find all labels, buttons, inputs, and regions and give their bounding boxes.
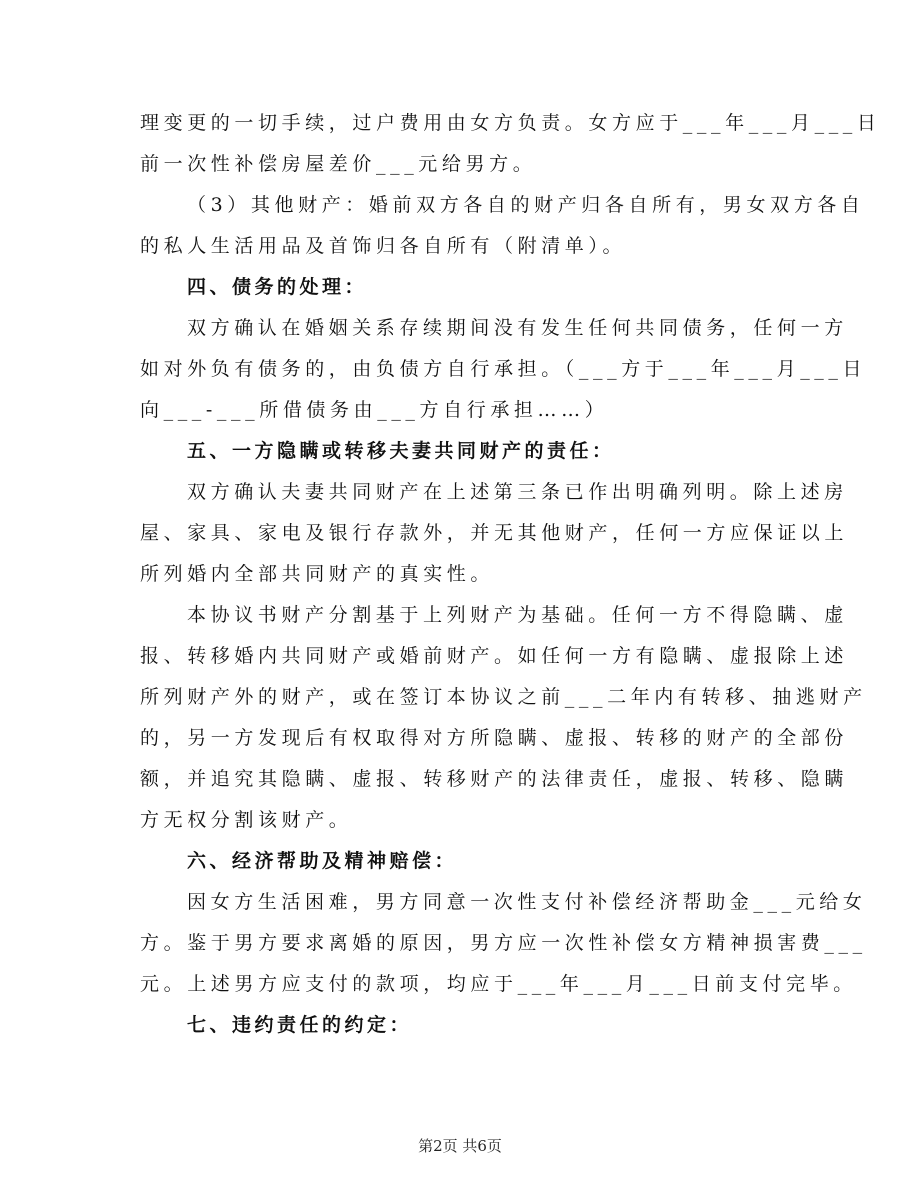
body-line: （3）其他财产：婚前双方各自的财产归各自所有，男女双方各自 <box>187 194 865 216</box>
body-line: 报、转移婚内共同财产或婚前财产。如任何一方有隐瞒、虚报除上述 <box>140 645 849 667</box>
section-heading-4: 四、债务的处理： <box>187 276 368 298</box>
body-line: 所列财产外的财产，或在签订本协议之前___二年内有转移、抽逃财产 <box>140 686 867 708</box>
body-line: 方。鉴于男方要求离婚的原因，男方应一次性补偿女方精神损害费___ <box>140 932 867 954</box>
body-line: 方无权分割该财产。 <box>140 809 353 831</box>
body-line: 本协议书财产分割基于上列财产为基础。任何一方不得隐瞒、虚 <box>187 604 848 626</box>
body-line: 向___-___所借债务由___方自行承担……） <box>140 399 609 421</box>
body-line: 双方确认在婚姻关系存续期间没有发生任何共同债务，任何一方 <box>187 317 848 339</box>
body-line: 如对外负有债务的，由负债方自行承担。（___方于___年___月___日 <box>140 358 867 380</box>
body-line: 屋、家具、家电及银行存款外，并无其他财产，任何一方应保证以上 <box>140 522 849 544</box>
body-line: 的，另一方发现后有权取得对方所隐瞒、虚报、转移的财产的全部份 <box>140 727 849 749</box>
section-heading-5: 五、一方隐瞒或转移夫妻共同财产的责任： <box>187 440 615 462</box>
body-line: 额，并追究其隐瞒、虚报、转移财产的法律责任，虚报、转移、隐瞒 <box>140 768 849 790</box>
body-line: 元。上述男方应支付的款项，均应于___年___月___日前支付完毕。 <box>140 973 857 995</box>
body-line: 因女方生活困难，男方同意一次性支付补偿经济帮助金___元给女 <box>187 891 867 913</box>
body-line: 的私人生活用品及首饰归各自所有（附清单）。 <box>140 235 627 257</box>
body-line: 理变更的一切手续，过户费用由女方负责。女方应于___年___月___日 <box>140 112 881 134</box>
section-heading-6: 六、经济帮助及精神赔偿： <box>187 850 458 872</box>
section-heading-7: 七、违约责任的约定： <box>187 1014 413 1036</box>
body-line: 前一次性补偿房屋差价___元给男方。 <box>140 153 537 175</box>
page-number-footer: 第2页 共6页 <box>418 1137 502 1155</box>
body-line: 所列婚内全部共同财产的真实性。 <box>140 563 495 585</box>
body-line: 双方确认夫妻共同财产在上述第三条已作出明确列明。除上述房 <box>187 481 848 503</box>
